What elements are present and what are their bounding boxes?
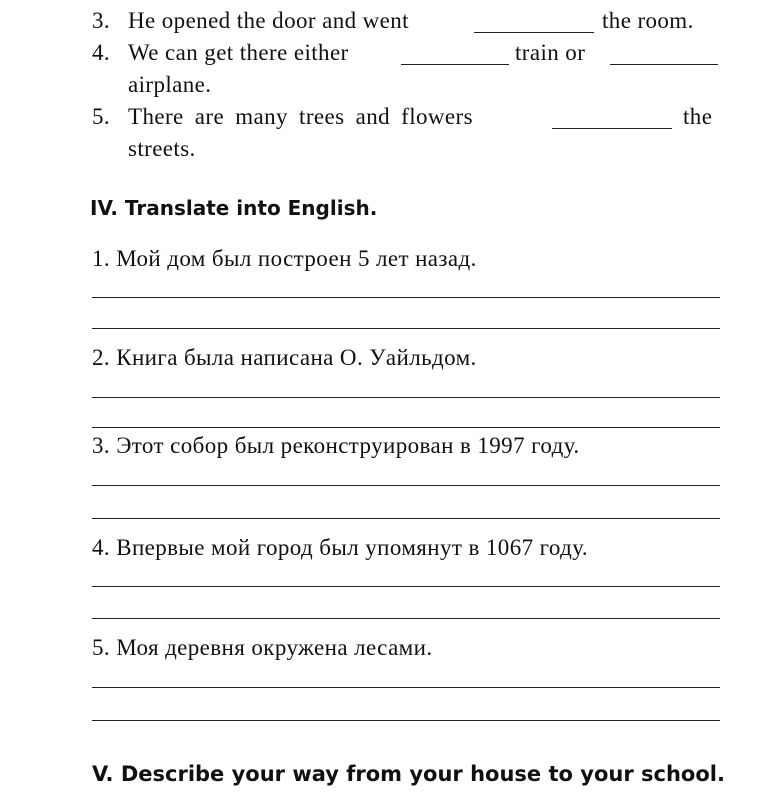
answer-line[interactable] [92, 586, 720, 587]
item-text: We can get there either [128, 40, 349, 65]
item-text: There are many trees and flowers [128, 104, 473, 129]
item-text: He opened the door and went [128, 8, 409, 33]
item-text: airplane. [128, 72, 212, 97]
russian-sentence: 2. Книга была написана О. Уайльдом. [92, 345, 477, 370]
fill-blank[interactable] [474, 32, 594, 33]
fill-blank[interactable] [610, 64, 718, 65]
russian-sentence: 4. Впервые мой город был упомянут в 1067 году. [92, 535, 588, 560]
answer-line[interactable] [92, 618, 720, 619]
section-heading: V. Describe your way from your house to your school. [92, 762, 725, 786]
item-text: the [683, 104, 713, 129]
answer-line[interactable] [92, 328, 720, 329]
section-heading: IV. Translate into English. [90, 196, 378, 220]
answer-line[interactable] [92, 297, 720, 298]
answer-line[interactable] [92, 427, 720, 428]
answer-line[interactable] [92, 518, 720, 519]
russian-sentence: 3. Этот собор был реконструирован в 1997 году. [92, 433, 580, 458]
answer-line[interactable] [92, 485, 720, 486]
item-number: 3. [92, 8, 111, 33]
answer-line[interactable] [92, 687, 720, 688]
fill-blank[interactable] [401, 64, 509, 65]
answer-line[interactable] [92, 397, 720, 398]
item-text: train or [515, 40, 586, 65]
answer-line[interactable] [92, 720, 720, 721]
item-number: 5. [92, 104, 111, 129]
fill-blank[interactable] [552, 128, 672, 129]
item-text: the room. [602, 8, 694, 33]
item-number: 4. [92, 40, 111, 65]
russian-sentence: 5. Моя деревня окружена лесами. [92, 635, 433, 660]
russian-sentence: 1. Мой дом был построен 5 лет назад. [92, 246, 477, 271]
item-text: streets. [128, 136, 196, 161]
